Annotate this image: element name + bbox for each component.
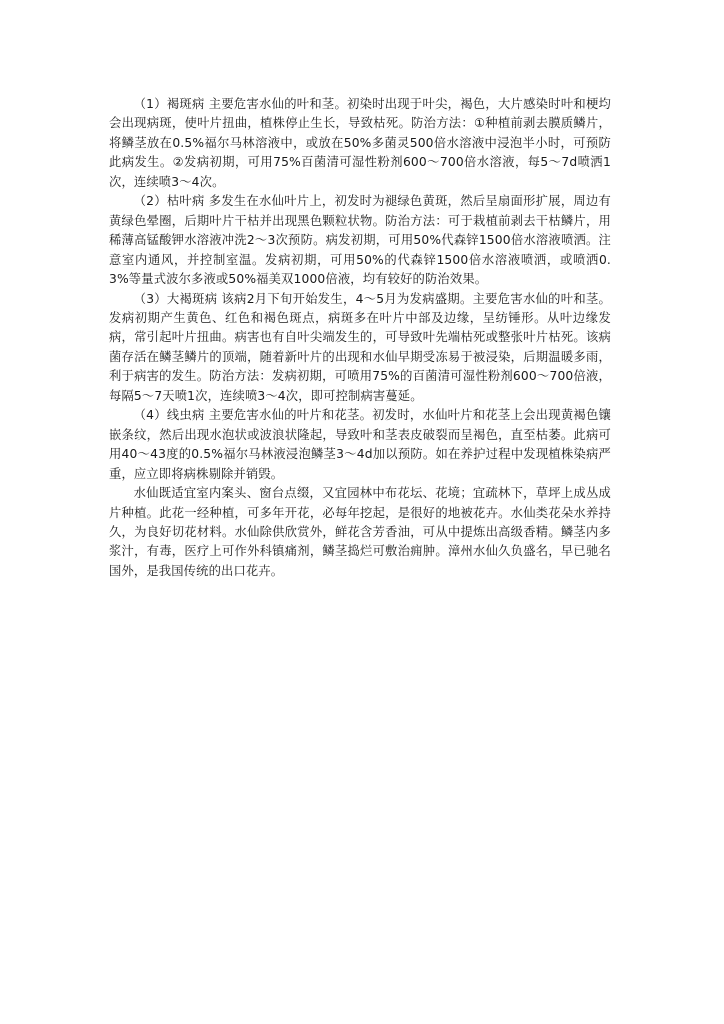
paragraph-nematode-disease: （4）线虫病 主要危害水仙的叶片和花茎。初发时，水仙叶片和花茎上会出现黄褐色镶嵌条纹，然后出现水泡状或波浪状隆起，导致叶和茎表皮破裂而呈褐色，直至枯萎。此病可用40～43度的0.5%福尔马林液浸泡鳞茎3～4d加以预防。如在养护过程中发现植株染病严重，应立即将病株剔除并销毁。 xyxy=(109,408,611,481)
paragraph-large-brown-spot-disease: （3）大褐斑病 该病2月下旬开始发生，4～5月为发病盛期。主要危害水仙的叶和茎。发病初期产生黄色、红色和褐色斑点，病斑多在叶片中部及边缘，呈纺锤形。从叶边缘发病，常引起叶片扭曲。病害也有自叶尖端发生的，可导致叶先端枯死或整张叶片枯死。该病菌存活在鳞茎鳞片的顶端，随着新叶片的出现和水仙早期受冻易于被浸染，后期温暖多雨，利于病害的发生。防治方法：发病初期，可喷用75%的百菌清可湿性粉剂600～700倍液，每隔5～7天喷1次，连续喷3～4次，即可控制病害蔓延。 xyxy=(109,291,611,403)
document-page xyxy=(109,95,611,581)
paragraph-narcissus-uses: 水仙既适宜室内案头、窗台点缀，又宜园林中布花坛、花境；宜疏林下，草坪上成丛成片种植。此花一经种植，可多年开花，必每年挖起，是很好的地被花卉。水仙类花朵水养持久，为良好切花材料。水仙除供欣赏外，鲜花含芳香油，可从中提炼出高级香精。鳞茎内多浆汁，有毒，医疗上可作外科镇痛剂，鳞茎捣烂可敷治痈肿。漳州水仙久负盛名，早已驰名国外，是我国传统的出口花卉。 xyxy=(109,486,611,578)
paragraph-brown-spot-disease: （1）褐斑病 主要危害水仙的叶和茎。初染时出现于叶尖，褐色，大片感染时叶和梗均会出现病斑，使叶片扭曲，植株停止生长，导致枯死。防治方法：①种植前剥去膜质鳞片，将鳞茎放在0.5%福尔马林溶液中，或放在50%多菌灵500倍水溶液中浸泡半小时，可预防此病发生。②发病初期，可用75%百菌清可湿性粉剂600～700倍水溶液，每5～7d喷洒1次，连续喷3～4次。 xyxy=(109,97,611,189)
paragraph-leaf-blight-disease: （2）枯叶病 多发生在水仙叶片上，初发时为褪绿色黄斑，然后呈扇面形扩展，周边有黄绿色晕圈，后期叶片干枯并出现黑色颗粒状物。防治方法：可于栽植前剥去干枯鳞片，用稀薄高锰酸钾水溶液冲洗2～3次预防。病发初期，可用50%代森锌1500倍水溶液喷洒。注意室内通风，并控制室温。发病初期，可用50%的代森锌1500倍水溶液喷洒，或喷洒0.3%等量式波尔多液或50%福美双1000倍液，均有较好的防治效果。 xyxy=(109,194,611,287)
